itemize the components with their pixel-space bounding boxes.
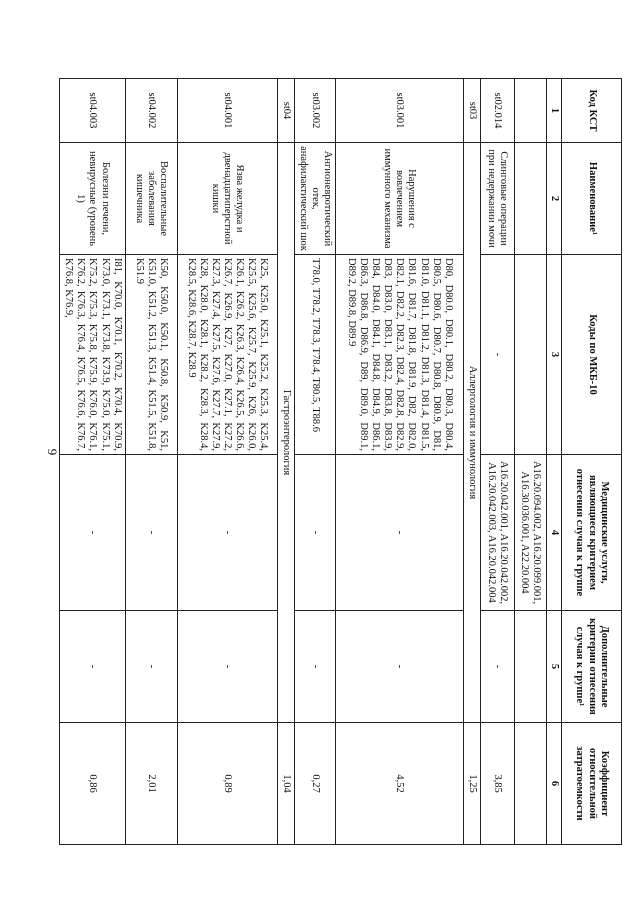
cell-name [514,143,546,255]
cell-services: - [60,455,125,611]
cell-name: Язва желудка и двенадцатиперстной кишки [177,143,277,255]
section-row [277,79,294,845]
cell-code: st04 [277,79,294,143]
cell-coef: 1,25 [463,723,480,845]
cell-criteria: - [60,611,125,723]
cell-coef: 3,85 [480,723,514,845]
cell-criteria: - [177,611,277,723]
header-coef: Коэффициент относительной затратоемкости [562,723,622,845]
cell-services: A16.20.094.002, A16.20.099.001, A16.30.036.001, A22.20.004 [514,455,546,611]
cell-services: - [294,455,335,611]
cell-coef: 0,27 [294,723,335,845]
cell-criteria: - [480,611,514,723]
document-sheet [63,78,622,844]
cell-name: Слинговые операции при недержании мочи [480,143,514,255]
cell-services: - [125,455,177,611]
column-number: 3 [546,255,561,455]
table-row [335,79,463,845]
cell-code: st02.014 [480,79,514,143]
table-row [294,79,335,845]
cell-name: Воспалительные заболевания кишечника [125,143,177,255]
cell-services: - [335,455,463,611]
table-row [125,79,177,845]
cell-code: st03 [463,79,480,143]
section-title: Аллергология и иммунология [463,143,480,723]
column-number-row [546,79,561,845]
cell-name: Нарушения с вовлечением иммунного механизма [335,143,463,255]
column-number: 1 [546,79,561,143]
column-number: 2 [546,143,561,255]
cell-icd [514,255,546,455]
table-row [60,79,125,845]
header-criteria: Дополнительные критерии отнесения случая к группе¹ [562,611,622,723]
cell-coef: 0,89 [177,723,277,845]
page-number: 9 [45,448,60,456]
table-row [480,79,514,845]
cell-code [514,79,546,143]
table-row [514,79,546,845]
column-number: 4 [546,455,561,611]
cell-services: A16.20.042.001, A16.20.042.002, A16.20.042.003, A16.20.042.004 [480,455,514,611]
cell-coef: 0,86 [60,723,125,845]
cell-coef: 1,04 [277,723,294,845]
cell-code: st04.001 [177,79,277,143]
header-services: Медицинские услуги, являющиеся критерием отнесения случая к группе [562,455,622,611]
header-row [562,79,622,845]
cell-code: st03.001 [335,79,463,143]
header-icd: Коды по МКБ-10 [562,255,622,455]
kst-table [59,78,622,845]
section-row [463,79,480,845]
column-number: 5 [546,611,561,723]
column-number: 6 [546,723,561,845]
rotated-table-wrapper [63,78,622,844]
cell-icd: D80, D80.0, D80.1, D80.2, D80.3, D80.4, D80.5, D80.6, D80.7, D80.8, D80.9, D81, D81.0, D81.1, D81.2, D81.3, D81.4, D81.5, D81.6, D81.7, D81.8, D81.9, D82, D82.0, D82.1, D82.2, D82.3, D82.4, D82.8, D82.9, D83, D83.0, D83.1, D83.2, D83.8, D83.9, D84, D84.0, D84.1, D84.8, D84.9, D86.1, D86.3, D86.8, D86.9, D89, D89.0, D89.1, D89.2, D89.8, D89.9 [335,255,463,455]
cell-icd: T78.0, T78.2, T78.3, T78.4, T80.5, T88.6 [294,255,335,455]
cell-criteria: - [294,611,335,723]
cell-criteria: - [335,611,463,723]
cell-name: Ангионевротический отек, анафилактический шок [294,143,335,255]
header-name: Наименование¹ [562,143,622,255]
cell-code: st04.002 [125,79,177,143]
cell-criteria [514,611,546,723]
cell-icd: K25, K25.0, K25.1, K25.2, K25.3, K25.4, K25.5, K25.6, K25.7, K25.9, K26, K26.0, K26.1, K26.2, K26.3, K26.4, K26.5, K26.6, K26.7, K26.9, K27, K27.0, K27.1, K27.2, K27.3, K27.4, K27.5, K27.6, K27.7, K27.9, K28, K28.0, K28.1, K28.2, K28.3, K28.4, K28.5, K28.6, K28.7, K28.9 [177,255,277,455]
cell-icd: - [480,255,514,455]
cell-criteria: - [125,611,177,723]
section-title: Гастроэнтерология [277,143,294,723]
cell-code: st03.002 [294,79,335,143]
cell-coef: 4,52 [335,723,463,845]
cell-name: Болезни печени, невирусные (уровень 1) [60,143,125,255]
cell-icd: I81, K70.0, K70.1, K70.2, K70.4, K70.9, K73.0, K73.1, K73.8, K73.9, K75.0, K75.1, K75.2, K75.3, K75.8, K75.9, K76.0, K76.1, K76.2, K76.3, K76.4, K76.5, K76.6, K76.7, K76.8, K76.9, [60,255,125,455]
table-row [177,79,277,845]
cell-code: st04.003 [60,79,125,143]
header-code: Код КСТ [562,79,622,143]
cell-services: - [177,455,277,611]
cell-coef: 2,01 [125,723,177,845]
cell-icd: K50, K50.0, K50.1, K50.8, K50.9, K51, K51.0, K51.2, K51.3, K51.4, K51.5, K51.8, K51.9 [125,255,177,455]
cell-coef [514,723,546,845]
